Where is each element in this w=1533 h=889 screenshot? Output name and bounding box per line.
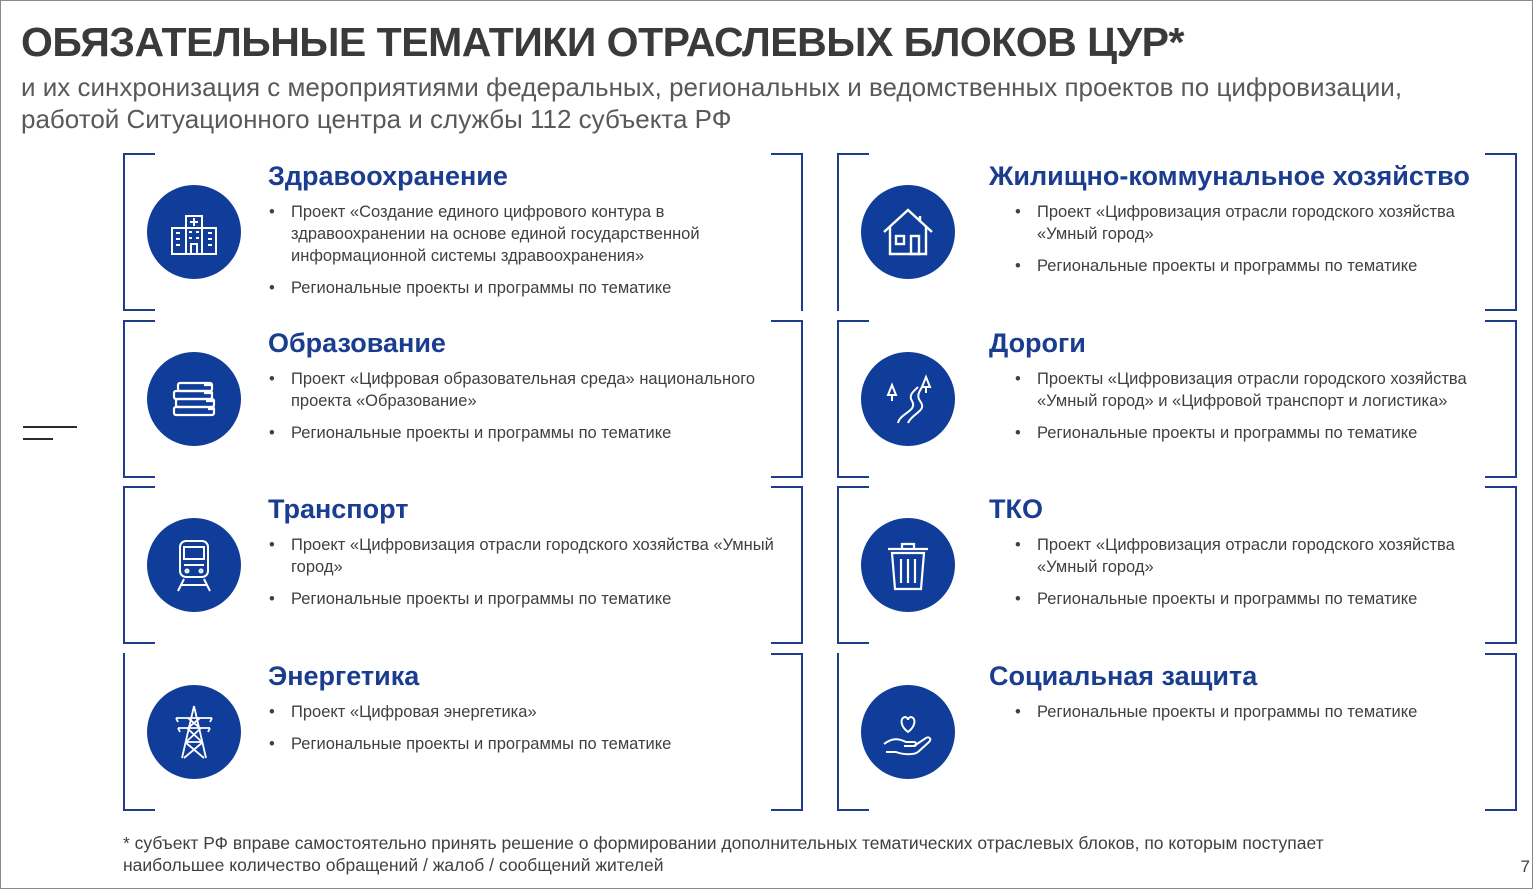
list-item: • Региональные проекты и программы по тематике — [1037, 588, 1507, 610]
page-subtitle: и их синхронизация с мероприятиями федеральных, региональных и ведомственных проектов по цифровизации, работой Ситуационного центра и службы 112 субъекта РФ — [21, 72, 1403, 134]
list-item: • Региональные проекты и программы по тематике — [291, 422, 791, 444]
footnote: * субъект РФ вправе самостоятельно принять решение о формировании дополнительных тематических отраслевых блоков, по которым поступает наибольшее количество обращений / жалоб / сообщений жителей — [123, 833, 1324, 875]
block-list — [291, 368, 791, 454]
list-item: • Региональные проекты и программы по тематике — [1037, 701, 1507, 723]
block-housing — [837, 153, 1517, 311]
block-roads — [837, 320, 1517, 478]
block-title: Образование — [268, 328, 446, 358]
side-decoration-line — [23, 438, 53, 440]
list-item: • Региональные проекты и программы по тематике — [291, 733, 791, 755]
block-title: Социальная защита — [989, 661, 1258, 691]
block-list — [291, 701, 791, 765]
block-title: Транспорт — [268, 494, 409, 524]
list-item: • Региональные проекты и программы по тематике — [1037, 422, 1507, 444]
page-title: ОБЯЗАТЕЛЬНЫЕ ТЕМАТИКИ ОТРАСЛЕВЫХ БЛОКОВ ЦУР* — [21, 19, 1184, 65]
block-social-protection — [837, 653, 1517, 811]
block-list — [1037, 368, 1507, 454]
block-title: Энергетика — [268, 661, 420, 691]
list-item: • Проект «Цифровизация отрасли городского хозяйства «Умный город» — [1037, 534, 1507, 578]
train-icon — [147, 518, 241, 612]
block-healthcare — [123, 153, 803, 311]
block-title: Дороги — [989, 328, 1086, 358]
block-title: ТКО — [989, 494, 1043, 524]
block-transport — [123, 486, 803, 644]
list-item: • Проект «Цифровая образовательная среда» национального проекта «Образование» — [291, 368, 791, 412]
page-number: 7 — [1520, 857, 1530, 876]
list-item: • Региональные проекты и программы по тематике — [1037, 255, 1507, 277]
power-tower-icon — [147, 685, 241, 779]
block-list — [1037, 534, 1507, 620]
block-list — [1037, 701, 1507, 733]
block-education — [123, 320, 803, 478]
list-item: • Проекты «Цифровизация отрасли городского хозяйства «Умный город» и «Цифровой транспорт и логистика» — [1037, 368, 1507, 412]
block-list — [291, 201, 791, 309]
trash-can-icon — [861, 518, 955, 612]
block-title: Жилищно-коммунальное хозяйство — [989, 161, 1470, 191]
list-item: • Проект «Создание единого цифрового контура в здравоохранении на основе единой государственной информационной системы здравоохранения» — [291, 201, 791, 267]
list-item: • Проект «Цифровая энергетика» — [291, 701, 791, 723]
block-list — [291, 534, 791, 620]
list-item: • Проект «Цифровизация отрасли городского хозяйства «Умный город» — [1037, 201, 1507, 245]
block-title: Здравоохранение — [268, 161, 508, 191]
block-waste — [837, 486, 1517, 644]
side-decoration-line — [23, 426, 77, 428]
list-item: • Региональные проекты и программы по тематике — [291, 588, 791, 610]
hand-heart-icon — [861, 685, 955, 779]
road-icon — [861, 352, 955, 446]
block-list — [1037, 201, 1507, 287]
hospital-icon — [147, 185, 241, 279]
list-item: • Проект «Цифровизация отрасли городского хозяйства «Умный город» — [291, 534, 791, 578]
books-icon — [147, 352, 241, 446]
house-icon — [861, 185, 955, 279]
block-energy — [123, 653, 803, 811]
list-item: • Региональные проекты и программы по тематике — [291, 277, 791, 299]
